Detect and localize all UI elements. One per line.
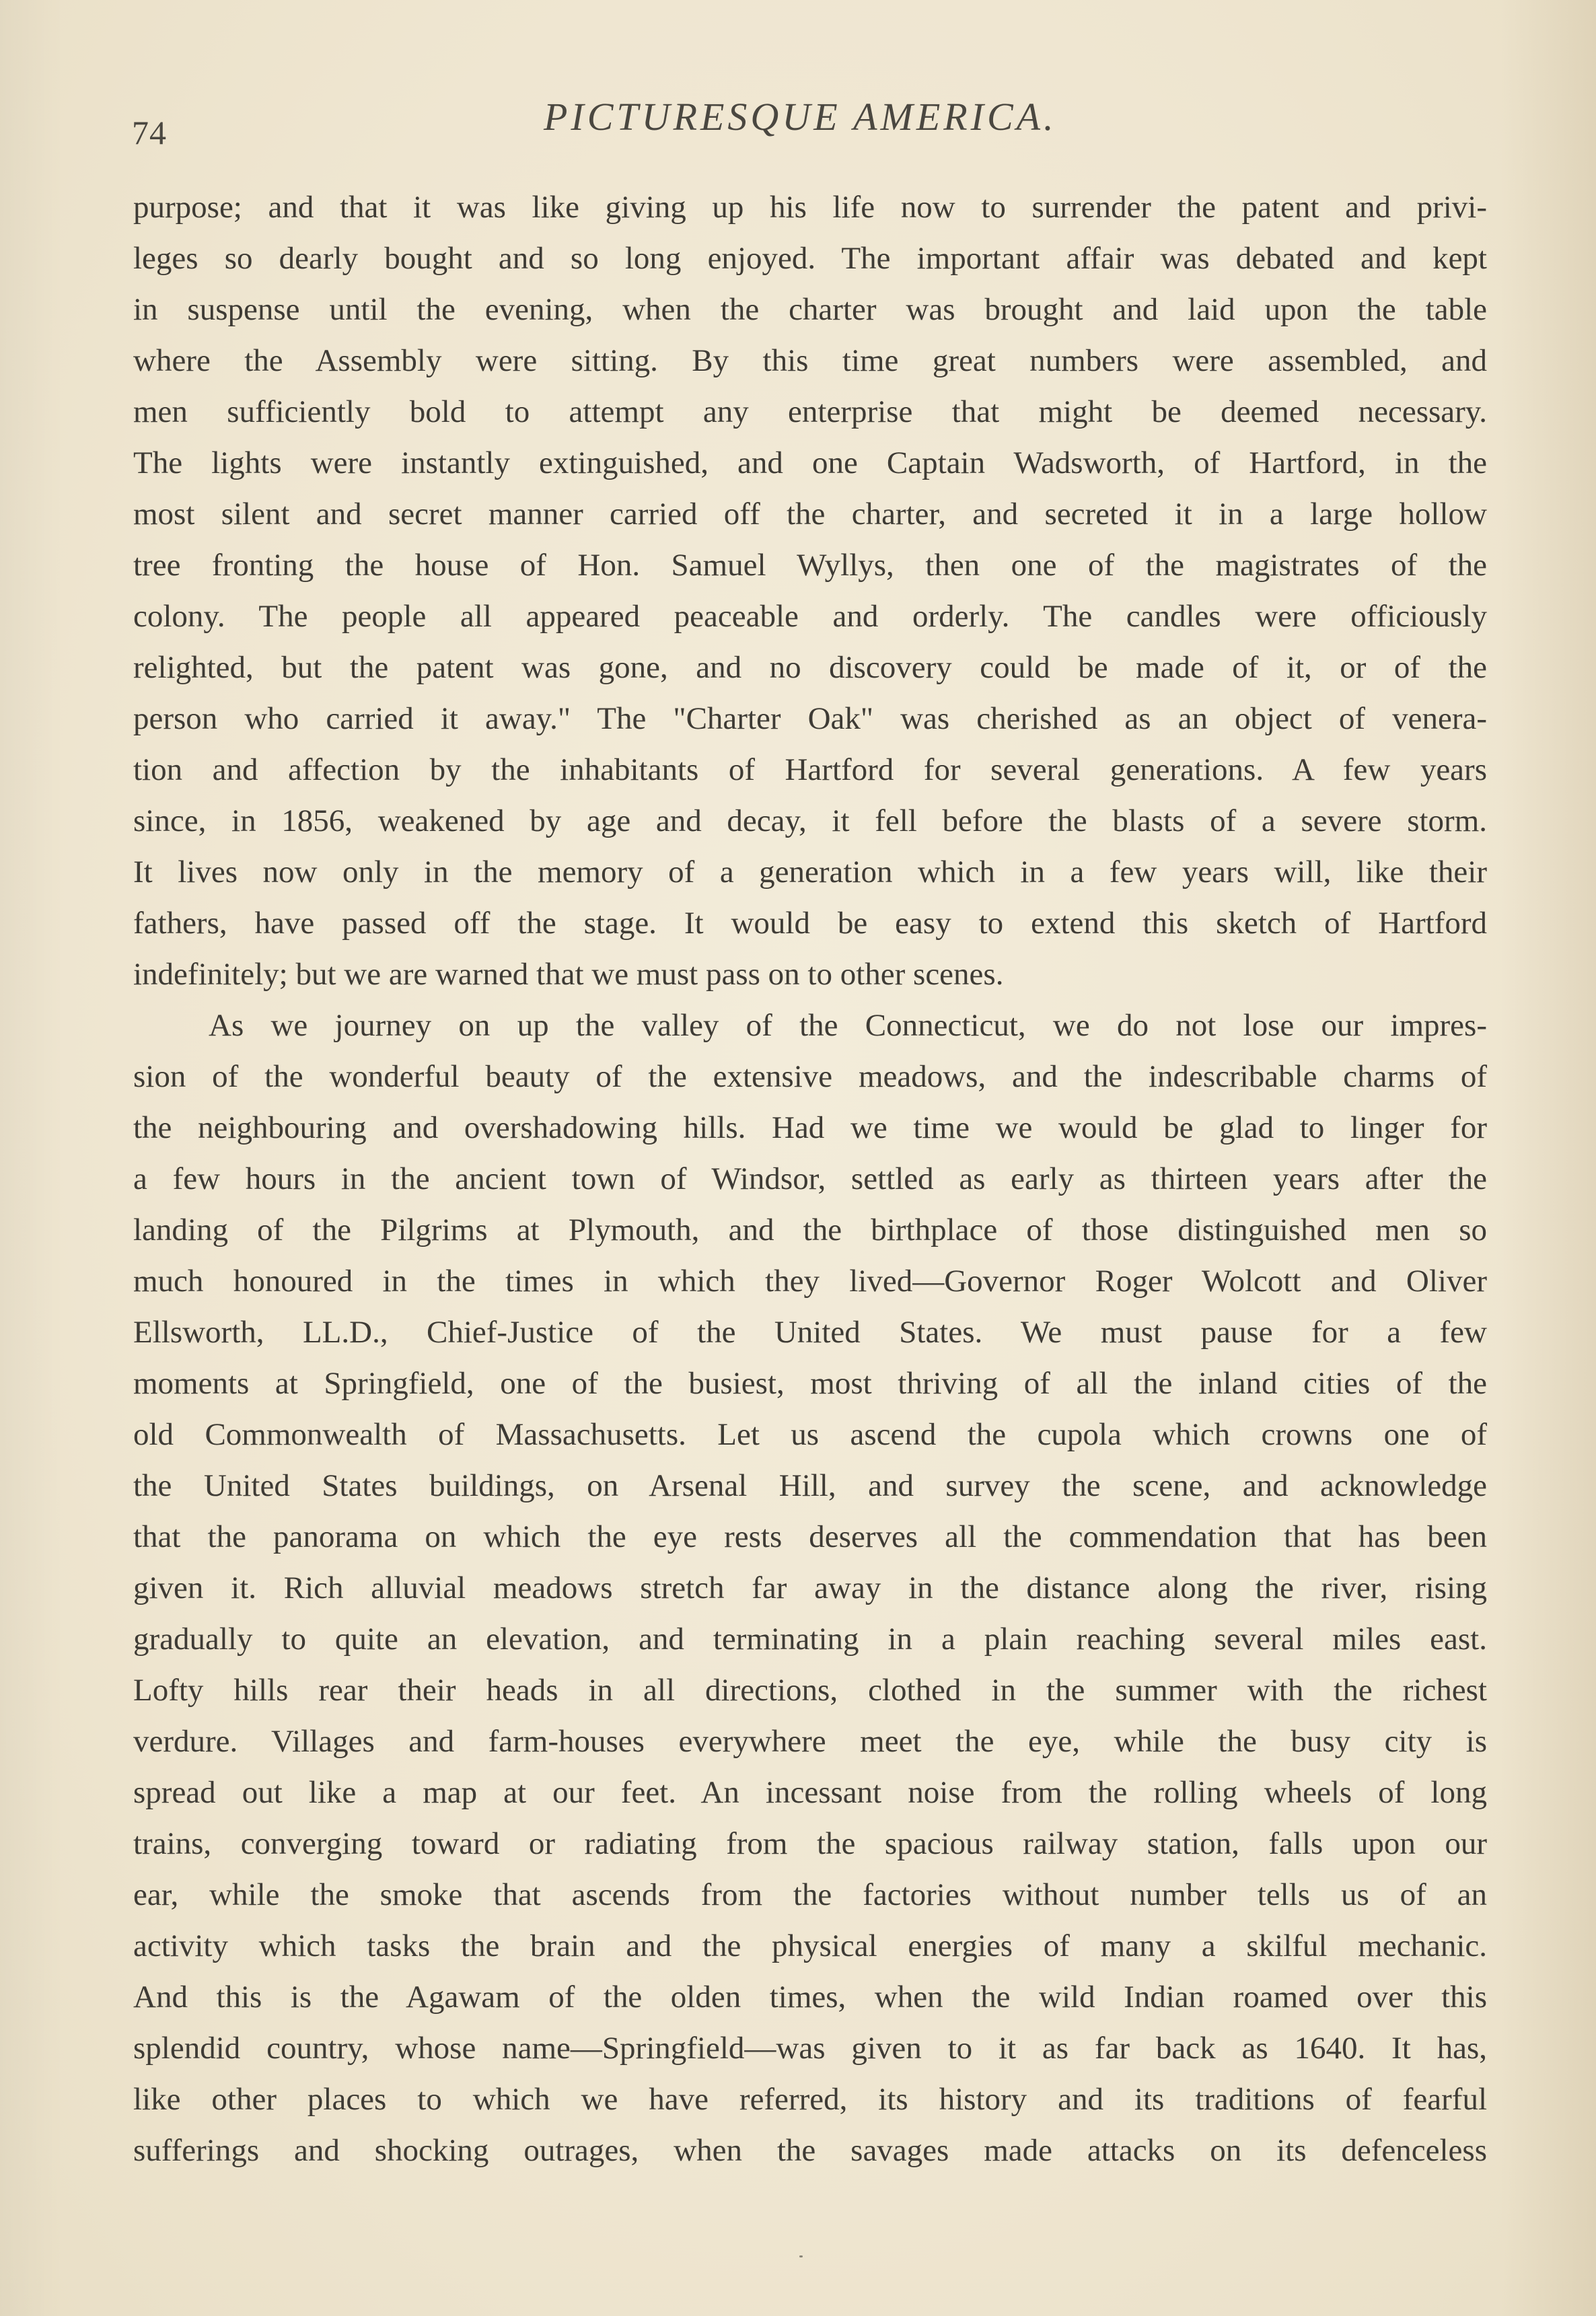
text-line: the neighbouring and overshadowing hills. Had we time we would be glad to linger for [133,1110,1487,1145]
text-line: And this is the Agawam of the olden times, when the wild Indian roamed over this [133,1980,1487,2015]
text-line: tree fronting the house of Hon. Samuel Wyllys, then one of the magistrates of the [133,548,1487,583]
text-line: relighted, but the patent was gone, and no discovery could be made of it, or of the [133,650,1487,685]
text-line: moments at Springfield, one of the busiest, most thriving of all the inland cities of the [133,1366,1487,1401]
text-line: Ellsworth, LL.D., Chief-Justice of the United States. We must pause for a few [133,1315,1487,1350]
text-line: the United States buildings, on Arsenal Hill, and survey the scene, and acknowledge [133,1468,1487,1503]
text-line: activity which tasks the brain and the physical energies of many a skilful mechanic. [133,1928,1487,1963]
text-line: given it. Rich alluvial meadows stretch far away in the distance along the river, rising [133,1570,1487,1605]
body-text [133,182,1487,2176]
text-line: leges so dearly bought and so long enjoyed. The important affair was debated and kept [133,241,1487,276]
text-line: much honoured in the times in which they lived—Governor Roger Wolcott and Oliver [133,1264,1487,1299]
text-line: that the panorama on which the eye rests deserves all the commendation that has been [133,1519,1487,1554]
text-line: a few hours in the ancient town of Windsor, settled as early as thirteen years after the [133,1161,1487,1196]
text-line: purpose; and that it was like giving up his life now to surrender the patent and privi- [133,190,1487,225]
text-line: The lights were instantly extinguished, and one Captain Wadsworth, of Hartford, in the [133,445,1487,480]
text-line: splendid country, whose name—Springfield—was given to it as far back as 1640. It has, [133,2031,1487,2066]
text-line: tion and affection by the inhabitants of Hartford for several generations. A few years [133,752,1487,787]
text-line: old Commonwealth of Massachusetts. Let us ascend the cupola which crowns one of [133,1417,1487,1452]
text-line: since, in 1856, weakened by age and decay, it fell before the blasts of a severe storm. [133,803,1487,838]
text-line: person who carried it away." The "Charter Oak" was cherished as an object of venera- [133,701,1487,736]
text-line: like other places to which we have referred, its history and its traditions of fearful [133,2082,1487,2117]
page-number: 74 [132,114,167,151]
text-line: ear, while the smoke that ascends from the factories without number tells us of an [133,1877,1487,1912]
paragraph-end-line: indefinitely; but we are warned that we must pass on to other scenes. [133,957,1004,992]
text-line: trains, converging toward or radiating from the spacious railway station, falls upon our [133,1826,1487,1861]
text-line: colony. The people all appeared peaceable and orderly. The candles were officiously [133,599,1487,634]
text-line: in suspense until the evening, when the charter was brought and laid upon the table [133,292,1487,327]
text-line: It lives now only in the memory of a generation which in a few years will, like their [133,855,1487,890]
text-line: spread out like a map at our feet. An incessant noise from the rolling wheels of long [133,1775,1487,1810]
text-line: verdure. Villages and farm-houses everywhere meet the eye, while the busy city is [133,1724,1487,1759]
text-line: landing of the Pilgrims at Plymouth, and the birthplace of those distinguished men so [133,1213,1487,1247]
text-line: fathers, have passed off the stage. It would be easy to extend this sketch of Hartford [133,906,1487,941]
text-line: gradually to quite an elevation, and terminating in a plain reaching several miles east. [133,1622,1487,1657]
running-title: PICTURESQUE AMERICA. [544,95,1057,139]
text-line: sion of the wonderful beauty of the extensive meadows, and the indescribable charms of [133,1059,1487,1094]
text-line: men sufficiently bold to attempt any enterprise that might be deemed necessary. [133,394,1487,429]
paragraph-start-line: As we journey on up the valley of the Connecticut, we do not lose our impres- [209,1008,1487,1043]
paper-speck [799,2255,803,2257]
text-line: most silent and secret manner carried off the charter, and secreted it in a large hollow [133,497,1487,532]
text-line: sufferings and shocking outrages, when the savages made attacks on its defenceless [133,2133,1487,2168]
text-line: Lofty hills rear their heads in all directions, clothed in the summer with the richest [133,1673,1487,1708]
text-line: where the Assembly were sitting. By this time great numbers were assembled, and [133,343,1487,378]
